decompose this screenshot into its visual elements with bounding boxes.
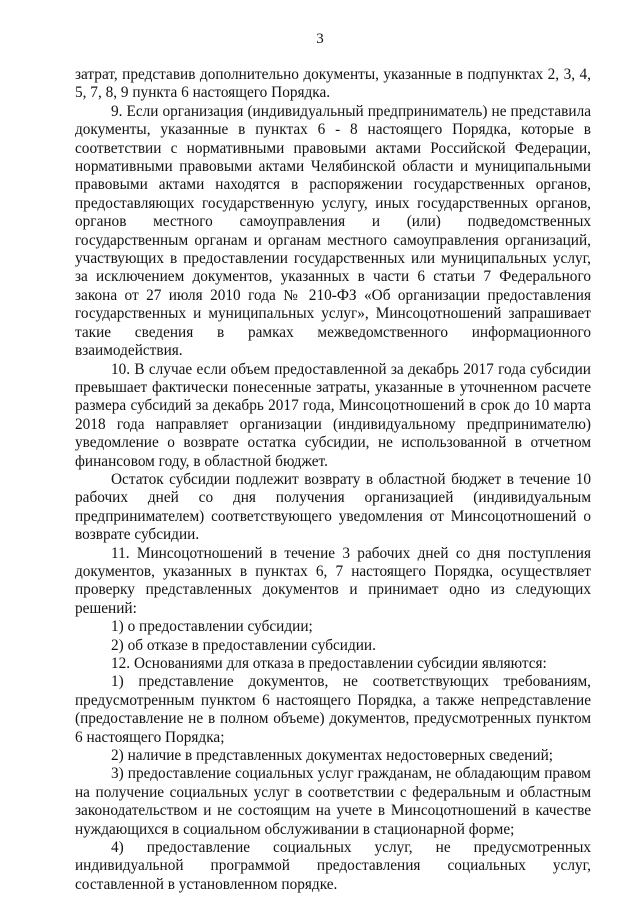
paragraph-refusal-3: 3) предоставление социальных услуг гражданам, не обладающим правом на получение социальных услуг в соответствии с федеральным и областным законодательством и не состоящим на учете в Минсоцотношений в качестве нуждающихся в социальном обслуживании в стационарной форме; (75, 765, 591, 838)
paragraph-refusal-4: 4) предоставление социальных услуг, не предусмотренных индивидуальной программой предоставления социальных услуг, составленной в установленном порядке. (75, 839, 591, 893)
paragraph-item-9: 9. Если организация (индивидуальный предприниматель) не представила документы, указанные в пунктах 6 - 8 настоящего Порядка, которые в соответствии с нормативными правовыми актами Российской Федерации, нормативными правовыми актами Челябинской области и муниципальными правовыми актами находятся в распоряжении государственных органов, предоставляющих государственную услугу, иных государственных органов, органов местного самоуправления и (или) подведомственных государственным органам и органам местного самоуправления организаций, участвующих в предоставлении государственных или муниципальных услуг, за исключением документов, указанных в части 6 статьи 7 Федерального закона от 27 июля 2010 года № 210-ФЗ «Об организации предоставления государственных и муниципальных услуг», Минсоцотношений запрашивает такие сведения в рамках межведомственного информационного взаимодействия. (75, 102, 591, 360)
paragraph-item-10: 10. В случае если объем предоставленной за декабрь 2017 года субсидии превышает фактически понесенные затраты, указанные в уточненном расчете размера субсидий за декабрь 2017 года, Минсоцотношений в срок до 10 марта 2018 года направляет организации (индивидуальному предпринимателю) уведомление о возврате остатка субсидии, не использованной в отчетном финансовом году, в областной бюджет. (75, 360, 591, 470)
paragraph-continuation: затрат, представив дополнительно документы, указанные в подпунктах 2, 3, 4, 5, 7, 8, 9 пункта 6 настоящего Порядка. (75, 66, 591, 102)
paragraph-item-11: 11. Минсоцотношений в течение 3 рабочих дней со дня поступления документов, указанных в пунктах 6, 7 настоящего Порядка, осуществляет проверку представленных документов и принимает одно из следующих решений: (75, 544, 591, 617)
paragraph-refusal-1: 1) представление документов, не соответствующих требованиям, предусмотренным пунктом 6 настоящего Порядка, а также непредставление (предоставление не в полном объеме) документов, предусмотренных пунктом 6 настоящего Порядка; (75, 673, 591, 746)
paragraph-refusal-2: 2) наличие в представленных документах недостоверных сведений; (111, 747, 554, 765)
paragraph-item-12: 12. Основаниями для отказа в предоставлении субсидии являются: (111, 655, 547, 672)
page-number: 3 (316, 31, 324, 47)
paragraph-subsidy-return: Остаток субсидии подлежит возврату в областной бюджет в течение 10 рабочих дней со дня получения организацией (индивидуальным предпринимателем) соответствующего уведомления от Минсоцотношений о возврате субсидии. (75, 470, 591, 544)
document-body (75, 66, 591, 894)
paragraph-decision-1: 1) о предоставлении субсидии; (111, 618, 313, 636)
paragraph-decision-2: 2) об отказе в предоставлении субсидии. (111, 636, 376, 654)
